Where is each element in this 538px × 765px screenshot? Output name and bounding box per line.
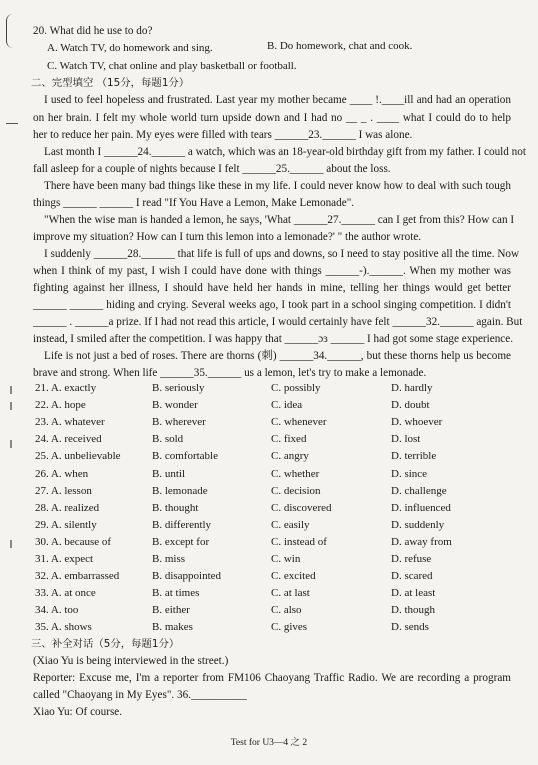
passage-line: on her brain. I felt my whole world turn upside down and I had no __ _ . ____ what I could do to help <box>33 112 511 124</box>
passage-line: ______ ______ hiding and crying. Several weeks ago, I took part in a school singing competition. I didn't <box>33 299 511 311</box>
option-q25-b: B. comfortable <box>152 450 218 463</box>
option-q32-d: D. scared <box>391 570 433 583</box>
option-q23-b: B. wherever <box>152 416 206 429</box>
option-q27-b: B. lemonade <box>152 484 208 497</box>
option-q34-b: B. either <box>152 604 190 617</box>
option-q33-b: B. at times <box>152 587 200 600</box>
option-q21-a: 21. A. exactly <box>35 382 97 394</box>
passage-line: things ______ ______ I read "If You Have a Lemon, Make Lemonade". <box>33 197 355 209</box>
margin-tick <box>10 386 12 394</box>
passage-line: her to reduce her pain. My eyes were filled with tears ______23.______ I was alone. <box>33 129 413 141</box>
passage-line: Life is not just a bed of roses. There are thorns (刺) ______34.______, but these thorns help us become <box>44 350 511 362</box>
option-q29-c: C. easily <box>271 518 310 531</box>
passage-line: instead, I smiled after the competition. I was happy that ______ɔɜ ______ I had got some stage experience. <box>33 333 514 345</box>
option-q35-d: D. sends <box>391 621 429 634</box>
option-q24-a: 24. A. received <box>35 433 102 446</box>
passage-line: There have been many bad things like these in my life. I could never know how to deal with such tough <box>44 180 511 192</box>
option-q29-b: B. differently <box>152 518 212 531</box>
option-q25-c: C. angry <box>271 450 309 463</box>
passage-line: improve my situation? How can I turn this lemon into a lemonade?' " the author wrote. <box>33 231 422 243</box>
page-footer: Test for U3—4 之 2 <box>230 738 308 748</box>
option-q29-d: D. suddenly <box>391 518 445 531</box>
q20-option-c: C. Watch TV, chat online and play basketball or football. <box>47 60 297 72</box>
option-q25-d: D. terrible <box>391 450 437 463</box>
section-heading-cloze: 二、完型填空 （15分，每题1分） <box>31 77 190 89</box>
option-q27-d: D. challenge <box>391 484 447 497</box>
option-q31-c: C. win <box>271 553 301 565</box>
q20-option-a: A. Watch TV, do homework and sing. <box>47 42 213 54</box>
passage-line: Last month I ______24.______ a watch, which was an 18-year-old birthday gift from my father. I could not <box>44 146 526 158</box>
passage-line: "When the wise man is handed a lemon, he says, 'What ______27.______ can I get from this? How can I <box>44 214 515 226</box>
q20-option-b: B. Do homework, chat and cook. <box>267 40 413 52</box>
margin-tick <box>10 540 12 548</box>
dialogue-setting: (Xiao Yu is being interviewed in the street.) <box>33 655 229 667</box>
option-q33-d: D. at least <box>391 587 436 600</box>
option-q21-d: D. hardly <box>391 382 433 394</box>
passage-line: fighting against her illness, I should have held her hands in mine, telling her things would get better <box>33 282 511 294</box>
dialogue-reporter-line: Reporter: Excuse me, I'm a reporter from FM106 Chaoyang Traffic Radio. We are recording a program <box>33 672 511 684</box>
option-q21-b: B. seriously <box>152 382 205 394</box>
option-q35-b: B. makes <box>152 621 193 634</box>
option-q34-a: 34. A. too <box>35 604 79 617</box>
option-q33-c: C. at last <box>271 587 310 600</box>
passage-line: brave and strong. When life ______35.______ us a lemon, let's try to make a lemonade. <box>33 367 427 379</box>
option-q23-d: D. whoever <box>391 416 443 429</box>
option-q23-c: C. whenever <box>271 416 327 429</box>
option-q28-c: C. discovered <box>271 501 332 514</box>
option-q22-a: 22. A. hope <box>35 399 86 412</box>
option-q32-a: 32. A. embarrassed <box>35 570 120 583</box>
option-q25-a: 25. A. unbelievable <box>35 450 121 463</box>
option-q23-a: 23. A. whatever <box>35 416 105 429</box>
option-q22-c: C. idea <box>271 399 303 412</box>
option-q30-d: D. away from <box>391 535 452 548</box>
option-q33-a: 33. A. at once <box>35 587 96 600</box>
option-q29-a: 29. A. silently <box>35 518 97 531</box>
option-q21-c: C. possibly <box>271 382 321 394</box>
option-q30-b: B. except for <box>152 535 210 548</box>
margin-tick <box>10 402 12 410</box>
option-q34-c: C. also <box>271 604 302 617</box>
option-q26-a: 26. A. when <box>35 467 89 480</box>
option-q31-b: B. miss <box>152 553 186 565</box>
option-q27-a: 27. A. lesson <box>35 484 92 497</box>
option-q26-d: D. since <box>391 467 428 480</box>
option-q30-c: C. instead of <box>271 535 327 548</box>
option-q34-d: D. though <box>391 604 435 617</box>
passage-line: I used to feel hopeless and frustrated. Last year my mother became ____ !.____ill and had an operation <box>44 94 511 106</box>
q20-stem: 20. What did he use to do? <box>33 25 153 37</box>
option-q32-c: C. excited <box>271 570 316 583</box>
section-heading-dialogue: 三、补全对话（5分，每题1分） <box>31 638 180 650</box>
dialogue-xiaoyu-line: Xiao Yu: Of course. <box>33 706 123 718</box>
option-q31-a: 31. A. expect <box>35 553 94 565</box>
option-q27-c: C. decision <box>271 484 321 497</box>
option-q26-c: C. whether <box>271 467 320 480</box>
option-q24-d: D. lost <box>391 433 421 446</box>
option-q32-b: B. disappointed <box>152 570 222 583</box>
option-q31-d: D. refuse <box>391 553 432 565</box>
option-q35-a: 35. A. shows <box>35 621 92 634</box>
option-q28-d: D. influenced <box>391 501 451 514</box>
option-q22-b: B. wonder <box>152 399 198 412</box>
option-q24-c: C. fixed <box>271 433 307 446</box>
passage-line: when I think of my past, I wish I could have done with things ______-).______. When my mother was <box>33 265 511 277</box>
passage-line: fall asleep for a couple of nights because I felt ______25.______ about the loss. <box>33 163 391 175</box>
margin-dash <box>6 123 18 124</box>
passage-line: ______ . ______a prize. If I had not read this article, I would certainly have felt ______32.______ again. But <box>33 316 523 328</box>
option-q28-b: B. thought <box>152 501 199 514</box>
margin-tick <box>10 440 12 448</box>
margin-bracket <box>6 14 13 48</box>
option-q24-b: B. sold <box>152 433 184 446</box>
option-q26-b: B. until <box>152 467 186 480</box>
option-q22-d: D. doubt <box>391 399 430 412</box>
option-q30-a: 30. A. because of <box>35 535 112 548</box>
option-q35-c: C. gives <box>271 621 308 634</box>
passage-line: I suddenly ______28.______ that life is full of ups and downs, so I need to stay positive all the time. Now <box>44 248 520 260</box>
option-q28-a: 28. A. realized <box>35 501 100 514</box>
dialogue-reporter-line: called "Chaoyang in My Eyes". 36.__________ <box>33 689 247 701</box>
